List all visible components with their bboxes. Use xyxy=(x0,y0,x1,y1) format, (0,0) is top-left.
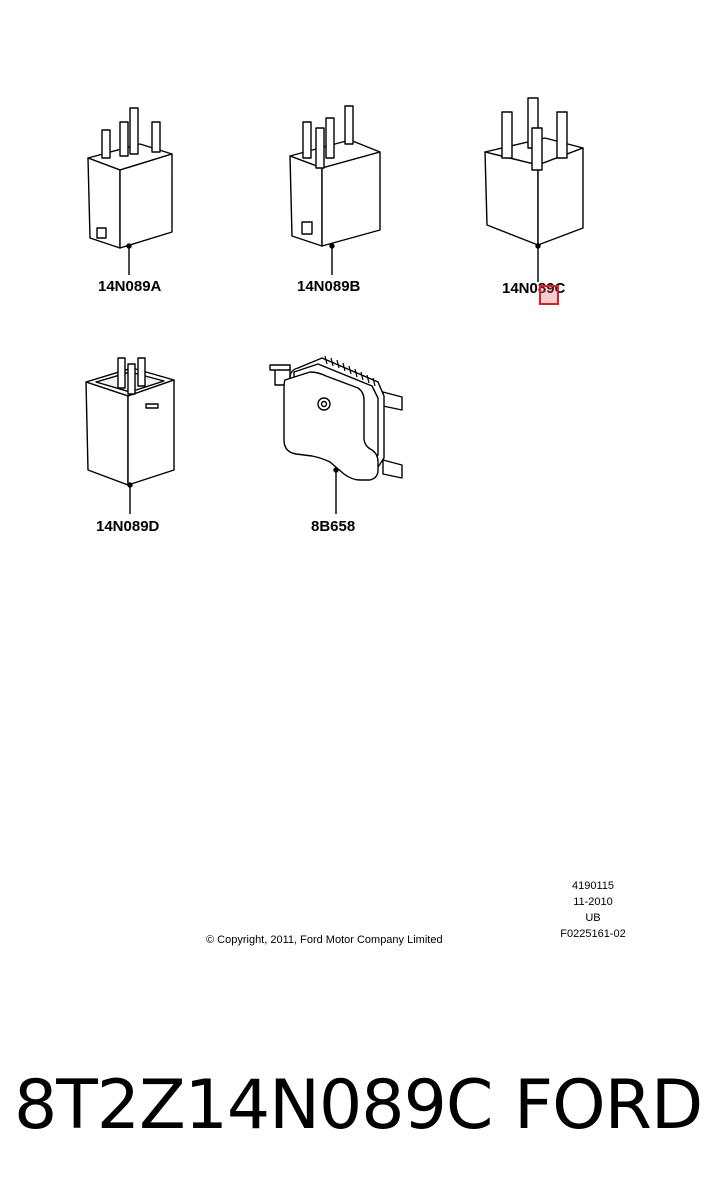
relay-b-drawing xyxy=(290,106,380,275)
part-label-8b658[interactable]: 8B658 xyxy=(311,518,356,535)
part-label-14n089b[interactable]: 14N089B xyxy=(297,278,361,295)
part-label-14n089c[interactable]: 14N089C xyxy=(502,280,566,297)
meta-line: UB xyxy=(585,912,601,924)
meta-line: F0225161-02 xyxy=(560,928,626,940)
relay-c-drawing xyxy=(485,98,583,282)
meta-line: 11-2010 xyxy=(573,896,613,908)
module-drawing xyxy=(270,356,402,514)
part-label-14n089a[interactable]: 14N089A xyxy=(98,278,162,295)
selection-highlight xyxy=(539,285,559,305)
footer-brand: FORD xyxy=(514,1066,703,1145)
footer-part-number: 8T2Z14N089C xyxy=(14,1066,493,1145)
copyright-notice: © Copyright, 2011, Ford Motor Company Limited xyxy=(206,934,443,946)
relay-a-drawing xyxy=(88,108,172,275)
drawing-meta-block xyxy=(543,878,643,942)
meta-line: 4190115 xyxy=(571,880,614,892)
relay-d-drawing xyxy=(86,358,174,514)
part-label-14n089d[interactable]: 14N089D xyxy=(96,518,160,535)
